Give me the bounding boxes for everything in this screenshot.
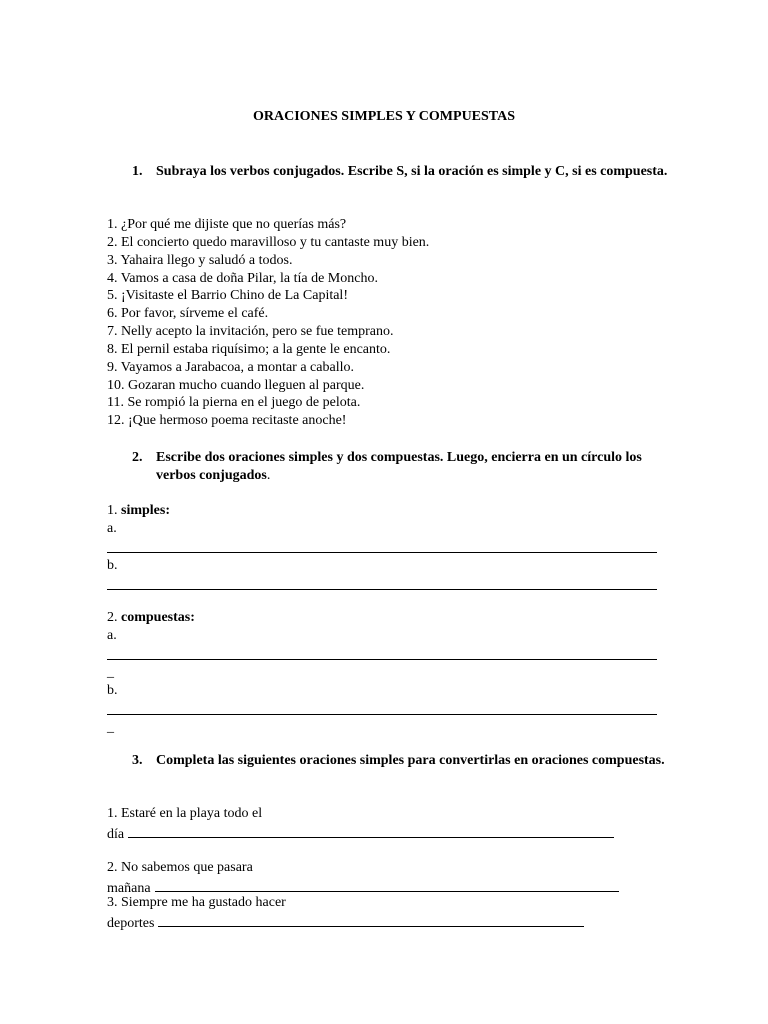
compuestas-a-dash: _ [107,665,114,680]
list-item: 9. Vayamos a Jarabacoa, a montar a caballo. [107,359,354,375]
list-item: 2. El concierto quedo maravilloso y tu cantaste muy bien. [107,234,430,250]
compuestas-number: 2. [107,610,118,625]
completion-2-answer-row [107,877,667,895]
completion-2-answer-line[interactable] [155,877,619,892]
completion-3-prompt: 3. Siempre me ha gustado hacer [107,895,286,910]
list-item: 4. Vamos a casa de doña Pilar, la tía de Moncho. [107,270,378,286]
completion-item-3 [107,894,667,930]
simples-heading [107,502,667,520]
completion-3-answer-line[interactable] [158,912,584,927]
completion-1-prompt: 1. Estaré en la playa todo el [107,806,263,821]
completion-2-word: mañana [107,881,151,896]
completion-1-answer-line[interactable] [128,823,614,838]
compuestas-b-label: b. [107,683,118,698]
section-3-text: Completa las siguientes oraciones simples para convertirlas en oraciones compuestas. [156,753,665,768]
sentence-list [107,216,707,430]
section-2-period: . [266,468,271,483]
page-title: ORACIONES SIMPLES Y COMPUESTAS [252,109,516,124]
simples-b-answer-line[interactable] [107,575,657,590]
completion-3-answer-row [107,912,667,930]
section-3-number: 3. [132,753,143,768]
completion-1-word: día [107,827,125,842]
simples-number: 1. [107,503,118,518]
compuestas-block [107,609,667,737]
list-item: 5. ¡Visitaste el Barrio Chino de La Capital! [107,288,348,304]
section-2-text-wrap [156,449,672,485]
section-2-instruction [132,449,672,485]
list-item: 8. El pernil estaba riquísimo; a la gente le encanto. [107,341,391,357]
simples-b-label: b. [107,558,118,573]
completion-item-1 [107,805,667,841]
compuestas-a-answer-line[interactable] [107,645,657,660]
completion-item-2 [107,859,667,895]
section-1-number: 1. [132,164,143,179]
list-item: 1. ¿Por qué me dijiste que no querías más? [107,217,347,232]
simples-a-label: a. [107,521,117,536]
compuestas-label: compuestas: [121,610,195,625]
completion-2-prompt: 2. No sabemos que pasara [107,860,253,875]
list-item: 10. Gozaran mucho cuando lleguen al parque. [107,377,365,393]
section-1-text: Subraya los verbos conjugados. Escribe S, si la oración es simple y C, si es compuesta. [156,164,668,179]
list-item: 7. Nelly acepto la invitación, pero se fue temprano. [107,324,394,340]
section-2-text: Escribe dos oraciones simples y dos compuestas. Luego, encierra en un círculo los verbos conjugados [156,450,642,483]
list-item: 3. Yahaira llego y saludó a todos. [107,252,293,268]
simples-label: simples: [121,503,170,518]
compuestas-heading [107,609,667,627]
section-3-instruction [132,752,672,770]
simples-block [107,502,667,594]
compuestas-b-answer-line[interactable] [107,700,657,715]
compuestas-a-label: a. [107,628,117,643]
compuestas-b-dash: _ [107,720,114,735]
section-2-number: 2. [132,450,143,465]
list-item: 6. Por favor, sírveme el café. [107,306,269,322]
list-item: 12. ¡Que hermoso poema recitaste anoche! [107,413,347,429]
completion-3-word: deportes [107,916,155,931]
completion-1-answer-row [107,823,667,841]
section-1-instruction [132,163,672,181]
list-item: 11. Se rompió la pierna en el juego de pelota. [107,395,361,411]
simples-a-answer-line[interactable] [107,538,657,553]
